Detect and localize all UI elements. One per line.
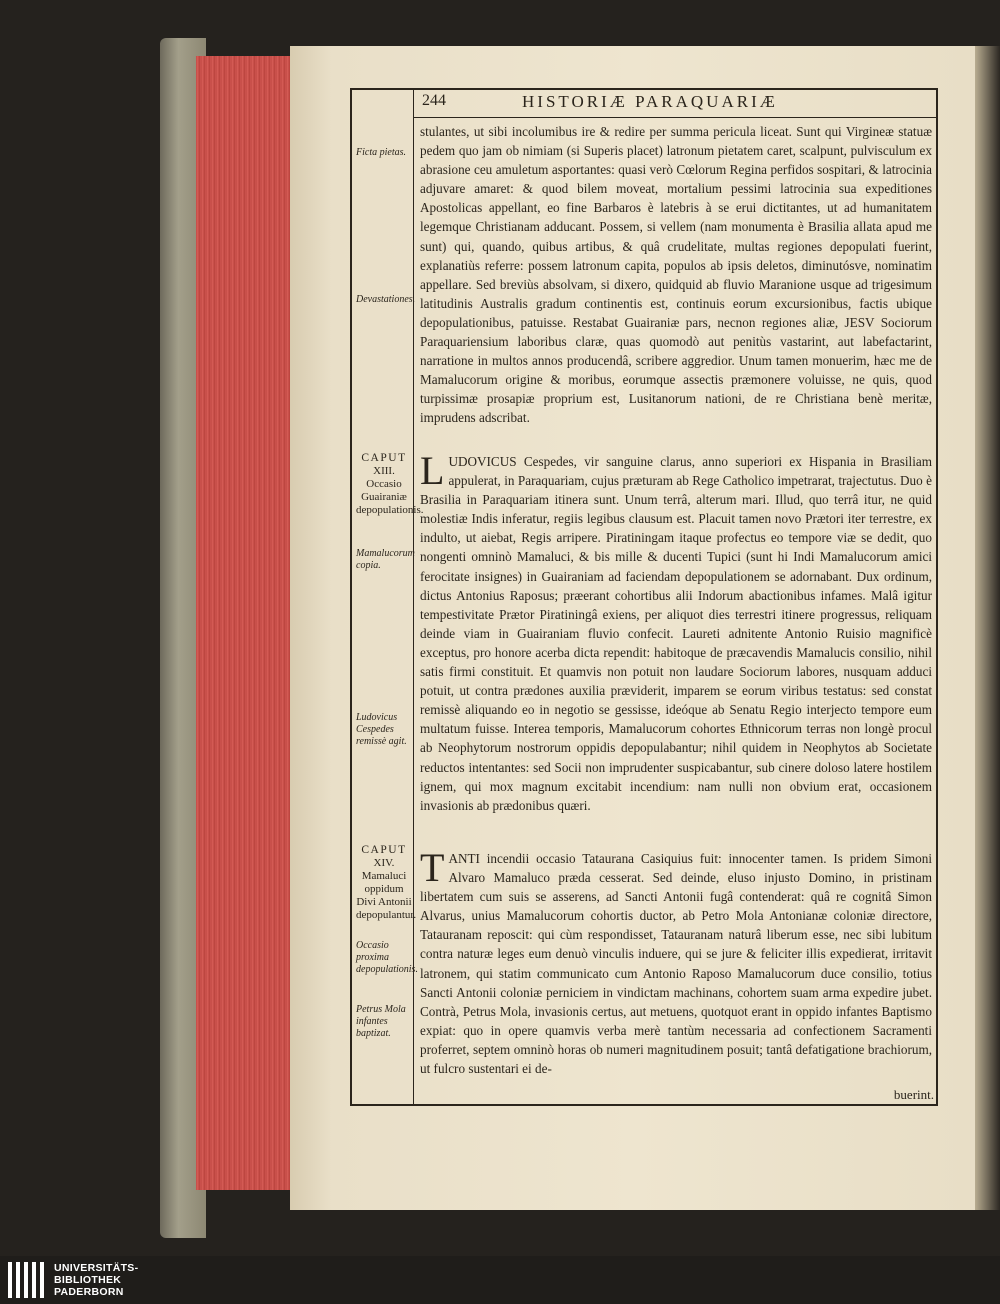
- chapter-note: [356, 844, 417, 922]
- small-caps-lead: ANTI: [448, 851, 480, 866]
- margin-note: [356, 712, 412, 748]
- caput-summary: Occasio Guairaniæ depopulationis.: [356, 478, 424, 516]
- library-logo-text: [54, 1262, 138, 1298]
- logo-line: BIBLIOTHEK: [54, 1274, 122, 1286]
- paragraph: [420, 845, 932, 1078]
- caput-number: XIII.: [373, 465, 395, 477]
- frame-rule-top: [350, 88, 938, 90]
- margin-note-text: Petrus Mola infantes baptizat.: [356, 1004, 406, 1039]
- margin-note-text: Ludovicus Cespedes remissè agit.: [356, 712, 407, 747]
- margin-note-text: Occasio proxima depopulationis.: [356, 940, 418, 975]
- header-rule: [413, 117, 936, 118]
- margin-note-text: Ficta pietas.: [356, 147, 406, 158]
- frame-rule-right: [936, 88, 938, 1104]
- paragraph-text: incendii occasio Tataurana Casiquius fuit: innocenter tamen. Is pridem Simoni Alvaro Mamaluco præda cesserat. Sed deinde, eluso injusto Domino, in pristinam libertatem cum suis se asserens, ad Sancti Antonii fugâ contenderat: quâ re cognitâ Simon Alvarus, unius Mamalucorum cohortis ductor, ab Petro Mola Antonianæ coloniæ directore, Tatauranam reposcit: qui cùm respondisset, Tatauranam naturâ liberum esse, nec sibi lubitum contra naturæ leges eum denuò vinculis induere, qui se jure & feliciter illis expedierat, irritavit latronem, qui statim communicato cum Antonio Raposo Mamalucorum duce consilio, totius Sancti Antonii coloniæ perniciem in vindictam machinans, cohortem suam arma expedire jubet. Contrà, Petrus Mola, invasionis certus, aut metuens, quotquot erant in oppido infantes Baptismo expiat: quo in opere quamvis verba merè tantùm necessaria ad confectionem Sacramenti proferret, septem omninò horas ob numeri magnitudinem posuit; tantâ defatigatione brachiorum, ut fulcro sustentari ei de-: [420, 851, 932, 1077]
- drop-cap: L: [420, 448, 445, 493]
- margin-note-text: Mamalucorum copia.: [356, 548, 415, 571]
- paragraph: [420, 122, 932, 428]
- margin-column-rule: [413, 88, 414, 1104]
- chapter-note: [356, 452, 424, 517]
- margin-note: [356, 1004, 412, 1040]
- drop-cap: T: [420, 845, 445, 890]
- logo-line: UNIVERSITÄTS-: [54, 1262, 139, 1274]
- margin-note: [356, 548, 415, 572]
- paragraph-text: Cespedes, vir sanguine clarus, anno superiori ex Hispania in Brasiliam appulerat, in Paraquariam, cujus præturam ab Rege Catholico impetrarat, trajectutus. Duo è Brasilia in Paraquariam itinera sunt. Unum terrâ, alterum mari. Illud, quo terrâ itur, ne quid molestiæ Indis inferatur, regiis legibus clausum est. Placuit tamen novo Prætori iter terrestre, ex indulto, ut aiebat, Regis arripere. Piratiningam itaque profectus eo tempore viæ se dedit, quo nongenti omninò Mamaluci, & bis mille & ducenti Tupici (sunt hi Indi Mamalucorum amici ferocitate insignes) in Guairaniam ad faciendam depopulationem se adornabant. Dux ordinum, dictus Antonius Raposus; præerant cohortibus alii Indorum abactionibus infames. Malâ igitur tempestivitate Prætor Piratiningâ exiens, per aliquot dies terrestri itinere progressus, reliquam deinde viam in Guairaniam fluvio confecit. Laureti adnitente Antonio Ruisio magnificè exceptus, pro honore acerba dicta rependit: habitoque de præcavendis Mamalucis consilio, nihil satis firmi constituit. Et quamvis non potuit non laudare Sociorum labores, nusquam adduci potuit, ut contra prædones auxilia præviderit, imparem se eorum viribus testatus: sed constat remissè aliquando eo in negotio se gessisse, ideóque ab Senatu Regio interjecto tempore eum multatum fuisse. Interea temporis, Mamalucorum cohortes Ethnicorum terras non longè procul ab Neophytorum nostrorum oppidis depopulabantur; nihil quidem in Neophytos ab Societate reductos intentantes: sed Socii non imprudenter suspicabantur, sub cinere doloso latere hostilem ignem, qui mox magnum excitabit incendium: nam nulli non obvium erat, occasionem invasionis ab prædonibus quæri.: [420, 454, 932, 813]
- caput-label: CAPUT: [361, 844, 407, 856]
- caput-summary: Mamaluci oppidum Divi Antonii depopulantur.: [356, 870, 417, 921]
- margin-note: [356, 940, 418, 976]
- small-caps-lead: UDOVICUS: [448, 454, 517, 469]
- margin-note: [356, 294, 416, 306]
- page-gutter-shadow: [975, 46, 1000, 1210]
- running-title: HISTORIÆ PARAQUARIÆ: [522, 92, 778, 111]
- caput-label: CAPUT: [361, 452, 407, 464]
- logo-line: PADERBORN: [54, 1286, 124, 1298]
- library-logo-bar: [0, 1256, 1000, 1304]
- caput-number: XIV.: [373, 857, 395, 869]
- margin-note-text: Devastationes.: [356, 294, 416, 305]
- running-header: [418, 92, 934, 116]
- red-page-edges: [196, 56, 292, 1190]
- frame-rule-left: [350, 88, 352, 1104]
- library-logo-icon: [8, 1262, 46, 1298]
- frame-rule-bottom: [350, 1104, 938, 1106]
- paragraph: [420, 448, 932, 815]
- catchword: buerint.: [893, 1087, 934, 1102]
- margin-note: [356, 147, 412, 159]
- page-number: 244: [422, 92, 446, 109]
- paragraph-text: stulantes, ut sibi incolumibus ire & redire per summa pericula liceat. Sunt qui Virgineæ statuæ pedem quo jam ob nimiam (si Superis placet) latronum pietatem caret, scalpunt, pulvisculum ex abrasione ceu amuletum asportantes: quasi verò Cœlorum Regina perfidos sospitari, & latrocinia adjuvare amaret: & quod bilem moveat, mortalium pessimi latrocinia sua expeditiones Apostolicas appellant, eo fine Barbaros è latebris à se erui dictitantes, ut ad humanitatem legemque Christianam adducant. Possem, si vellem (nam monumenta è Brasilia allata apud me sunt) qui, quando, quibus artibus, & quâ crudelitate, multas regiones depopulati fuerint, explanatiùs referre: possem latronum capita, populos ab ipsis deletos, diminutósve, nominatim appellare. Sed breviùs absolvam, si dixero, quidquid ab fluvio Maranione usque ad trigesimum latitudinis Australis gradum continentis est, continuis eorum excursionibus, factis ubique depopulationibus, patuisse. Restabat Guairaniæ pars, necnon regiones aliæ, JESV Sociorum Paraquariensium laboribus claræ, quas quomodò aut penitùs vastarint, aut labefactarint, narratione in multos annos producendâ, scribere aggredior. Unum tamen monuerim, hæc me de Mamalucorum origine & moribus, eorumque assectis præmonere voluisse, ne quis, quod turpissimæ prosapiæ proprium est, Lusitanorum nationi, de re Christiana benè meritæ, imprudens adscribat.: [420, 124, 932, 426]
